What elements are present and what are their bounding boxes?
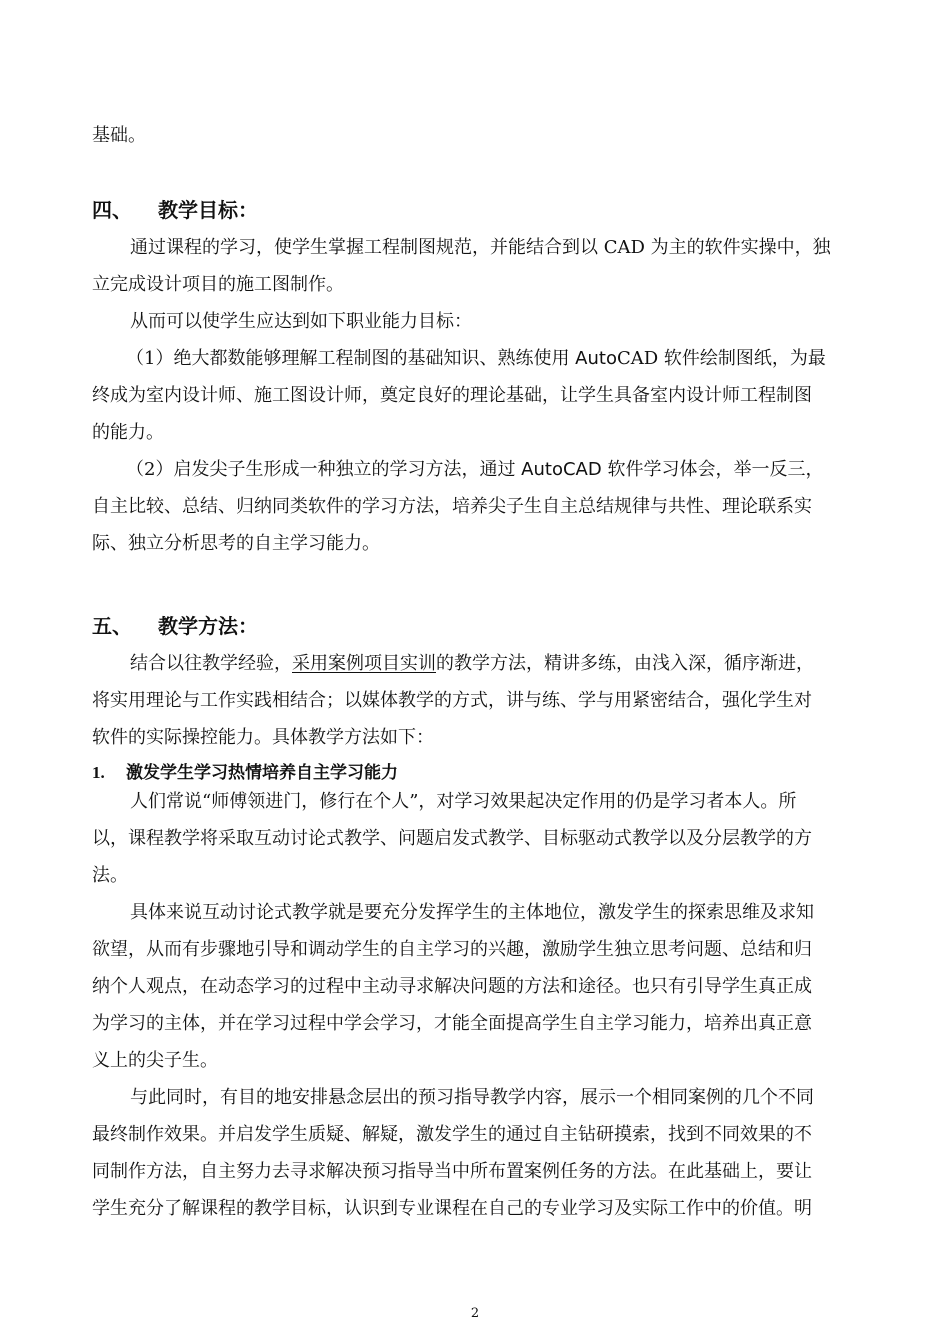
- paragraph-line: 际、独立分析思考的自主学习能力。: [92, 533, 380, 554]
- paragraph-line: 人们常说“师傅领进门，修行在个人”，对学习效果起决定作用的仍是学习者本人。所: [130, 791, 797, 812]
- paragraph-line: 义上的尖子生。: [92, 1050, 218, 1071]
- paragraph-line: 与此同时，有目的地安排悬念层出的预习指导教学内容，展示一个相同案例的几个不同: [130, 1087, 814, 1108]
- section-number: 五、: [92, 614, 132, 638]
- subsection-number: 1.: [92, 763, 105, 782]
- paragraph-line: 自主比较、总结、归纳同类软件的学习方法，培养尖子生自主总结规律与共性、理论联系实: [92, 496, 812, 517]
- paragraph-line: 终成为室内设计师、施工图设计师，奠定良好的理论基础，让学生具备室内设计师工程制图: [92, 385, 812, 406]
- underlined-phrase: 采用案例项目实训: [292, 653, 436, 674]
- paragraph-line: （1）绝大都数能够理解工程制图的基础知识、熟练使用 AutoCAD 软件绘制图纸，为最: [126, 348, 826, 369]
- paragraph-line: 欲望，从而有步骤地引导和调动学生的自主学习的兴趣，激励学生独立思考问题、总结和归: [92, 939, 812, 960]
- section-number: 四、: [92, 198, 132, 222]
- subsection-heading: [92, 761, 872, 785]
- paragraph-line: 纳个人观点，在动态学习的过程中主动寻求解决问题的方法和途径。也只有引导学生真正成: [92, 976, 812, 997]
- page-number: 2: [470, 1306, 480, 1321]
- paragraph-line: 将实用理论与工作实践相结合；以媒体教学的方式，讲与练、学与用紧密结合，强化学生对: [92, 690, 812, 711]
- paragraph-line: 同制作方法，自主努力去寻求解决预习指导当中所布置案例任务的方法。在此基础上，要让: [92, 1161, 812, 1182]
- subsection-title: 激发学生学习热情培养自主学习能力: [126, 763, 398, 783]
- paragraph-line: 具体来说互动讨论式教学就是要充分发挥学生的主体地位，激发学生的探索思维及求知: [130, 902, 814, 923]
- section-heading-4: [92, 198, 872, 222]
- paragraph-line: 以，课程教学将采取互动讨论式教学、问题启发式教学、目标驱动式教学以及分层教学的方: [92, 828, 812, 849]
- paragraph-line: 学生充分了解课程的教学目标，认识到专业课程在自己的专业学习及实际工作中的价值。明: [92, 1198, 812, 1219]
- section-heading-5: [92, 614, 872, 638]
- paragraph-line: 的能力。: [92, 422, 164, 443]
- paragraph-line: 基础。: [92, 125, 146, 146]
- paragraph-line: 软件的实际操控能力。具体教学方法如下：: [92, 727, 434, 748]
- paragraph-line: （2）启发尖子生形成一种独立的学习方法，通过 AutoCAD 软件学习体会，举一反三，: [126, 459, 824, 480]
- paragraph-line: 法。: [92, 865, 128, 886]
- section-title: 教学目标：: [158, 198, 258, 222]
- section-title: 教学方法：: [158, 614, 258, 638]
- paragraph-line: 立完成设计项目的施工图制作。: [92, 274, 344, 295]
- paragraph-line: 结合以往教学经验，采用案例项目实训的教学方法，精讲多练，由浅入深，循序渐进，: [130, 653, 814, 674]
- paragraph-line: 为学习的主体，并在学习过程中学会学习，才能全面提高学生自主学习能力，培养出真正意: [92, 1013, 812, 1034]
- paragraph-line: 从而可以使学生应达到如下职业能力目标：: [130, 311, 472, 332]
- paragraph-line: 最终制作效果。并启发学生质疑、解疑，激发学生的通过自主钻研摸索，找到不同效果的不: [92, 1124, 812, 1145]
- paragraph-line: 通过课程的学习，使学生掌握工程制图规范，并能结合到以 CAD 为主的软件实操中，独: [130, 237, 831, 258]
